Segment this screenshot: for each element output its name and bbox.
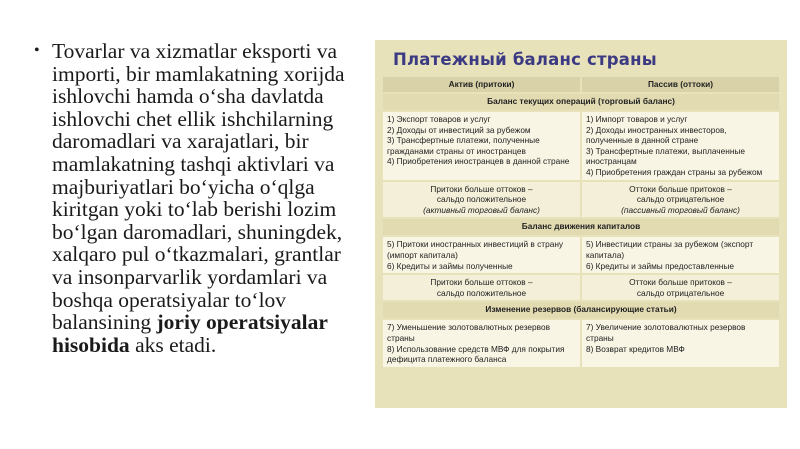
sum-line: сальдо отрицательное xyxy=(636,287,725,298)
s2-left-cell xyxy=(383,237,580,273)
list-item: 4) Приобретения граждан страны за рубежом xyxy=(586,166,763,177)
section-title: Баланс движения капиталов xyxy=(383,219,779,235)
table-row xyxy=(383,275,779,300)
section-current-account xyxy=(383,94,779,110)
list-item: 7) Уменьшение золотовалютных резервов страны xyxy=(387,322,550,343)
list-item: 2) Доходы от инвестиций за рубежом xyxy=(387,124,531,135)
bullet-marker: • xyxy=(34,42,40,59)
balance-table xyxy=(381,75,781,369)
balance-of-payments-panel xyxy=(375,40,787,408)
s3-left-cell xyxy=(383,320,580,366)
list-item: 3) Трансфертные платежи, выплаченные иностранцам xyxy=(586,145,745,167)
table-row xyxy=(383,112,779,180)
list-item: 6) Кредиты и займы предоставленные xyxy=(586,260,734,271)
sum-line: Притоки больше оттоков – xyxy=(430,277,533,288)
list-item: 8) Использование средств МВФ для покрытия дефицита платежного баланса xyxy=(387,343,565,365)
paragraph-bold: joriy operatsiyalar hisobida xyxy=(52,310,328,357)
s1-sum-right xyxy=(582,182,779,218)
section-title: Изменение резервов (балансирующие статьи) xyxy=(383,302,779,318)
sum-line: (пассивный торговый баланс) xyxy=(621,204,740,215)
list-item: 3) Трансфертные платежи, полученные гражданами страны от иностранцев xyxy=(387,135,540,156)
bullet-paragraph xyxy=(34,40,364,356)
sum-line: Притоки больше оттоков – xyxy=(430,183,533,194)
s1-right-cell xyxy=(582,112,779,180)
paragraph-text xyxy=(52,40,364,356)
s2-sum-left xyxy=(383,275,580,300)
table-header-row xyxy=(383,77,779,92)
table-row xyxy=(383,237,779,273)
list-item: 1) Импорт товаров и услуг xyxy=(586,114,688,124)
paragraph-end: aks etadi. xyxy=(129,332,217,357)
list-item: 4) Приобретения иностранцев в данной стране xyxy=(387,156,570,167)
list-item: 6) Кредиты и займы полученные xyxy=(387,260,513,271)
header-active: Актив (притоки) xyxy=(383,77,580,92)
sum-line: Оттоки больше притоков – xyxy=(629,277,732,288)
list-item: 5) Притоки иностранных инвестиций в страну (импорт капитала) xyxy=(387,239,564,260)
section-reserves xyxy=(383,302,779,318)
header-passive: Пассив (оттоки) xyxy=(582,77,779,92)
section-title: Баланс текущих операций (торговый баланс) xyxy=(383,94,779,110)
s1-left-cell xyxy=(383,112,580,180)
sum-line: (активный торговый баланс) xyxy=(423,204,540,215)
sum-line: Оттоки больше притоков – xyxy=(629,183,732,194)
table-row xyxy=(383,320,779,366)
list-item: 7) Увеличение золотовалютных резервов страны xyxy=(586,322,746,343)
s2-sum-right xyxy=(582,275,779,300)
list-item: 8) Возврат кредитов МВФ xyxy=(586,343,685,354)
sum-line: сальдо положительное xyxy=(436,194,527,205)
table-row xyxy=(383,182,779,218)
sum-line: сальдо положительное xyxy=(436,287,527,298)
list-item: 2) Доходы иностранных инвесторов, полученные в данной стране xyxy=(586,124,727,146)
list-item: 5) Инвестиции страны за рубежом (экспорт капитала) xyxy=(586,239,754,260)
s1-sum-left xyxy=(383,182,580,218)
paragraph-body: Tovarlar va xizmatlar eksporti va importi, bir mamlakatning xorijda ishlovchi hamda o‘sha davlatda ishlovchi chet ellik ishchilarning daromadlari va xarajatlari, bir mamlakatning tashqi aktivlari va majburiyatlari bo‘yicha o‘qlga kiritgan yoki to‘lab berishi lozim bo‘lgan daromadlari, shuningdek, xalqaro pul o‘tkazmalari, grantlar va insonparvarlik yordamlari va boshqa operatsiyalar to‘lov balansining xyxy=(52,39,345,335)
list-item: 1) Экспорт товаров и услуг xyxy=(387,114,491,124)
s2-right-cell xyxy=(582,237,779,273)
sum-line: сальдо отрицательное xyxy=(636,194,725,205)
panel-title: Платежный баланс страны xyxy=(393,50,657,69)
section-capital-account xyxy=(383,219,779,235)
s3-right-cell xyxy=(582,320,779,366)
